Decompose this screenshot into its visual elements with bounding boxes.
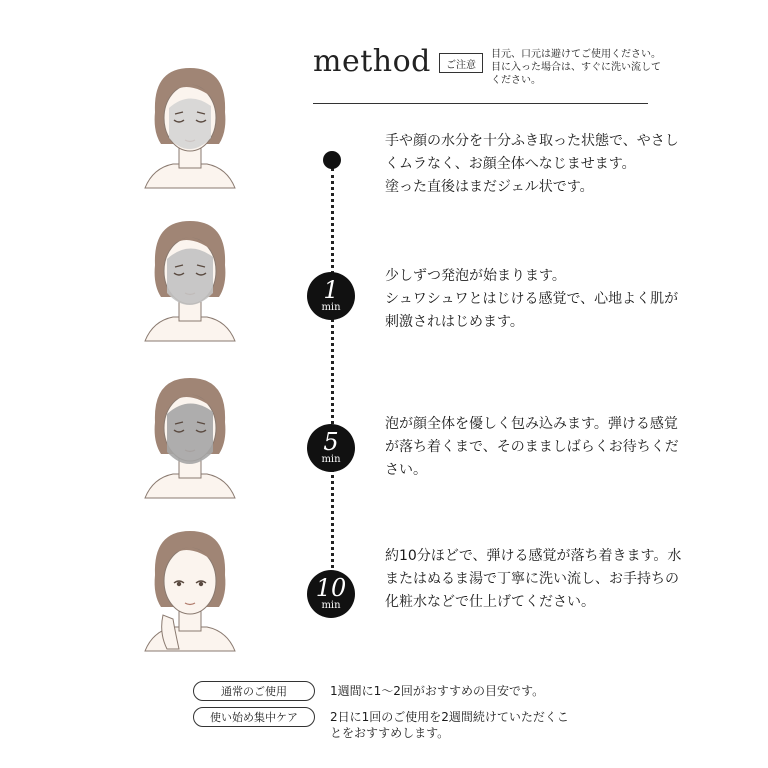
timeline-start-dot bbox=[323, 151, 341, 169]
caution-label: ご注意 bbox=[439, 53, 483, 73]
usage-intensive-text: 2日に1回のご使用を2週間続けていただくことをおすすめします。 bbox=[330, 710, 569, 740]
badge-10-min bbox=[307, 570, 355, 618]
step-3-text: 約10分ほどで、弾ける感覚が落ち着きます。水またはぬるま湯で丁寧に洗い流し、お手持ちの化粧水などで仕上げてください。 bbox=[385, 548, 682, 610]
usage-intensive-label: 使い始め集中ケア bbox=[193, 707, 315, 727]
woman-face-mask-dark-icon bbox=[123, 370, 255, 500]
header-divider bbox=[313, 103, 648, 104]
woman-face-mask-medium-icon bbox=[123, 213, 255, 343]
step-0-text: 手や顔の水分を十分ふき取った状態で、やさしくムラなく、お顔全体へなじませます。 塗った直後はまだジェル状です。 bbox=[385, 133, 679, 195]
badge-unit: min bbox=[321, 453, 341, 465]
badge-5-min bbox=[307, 424, 355, 472]
badge-number: 5 bbox=[323, 427, 339, 456]
timeline-dotted-line bbox=[331, 168, 334, 598]
badge-1-min bbox=[307, 272, 355, 320]
badge-unit: min bbox=[321, 599, 341, 611]
method-title: method bbox=[313, 44, 431, 79]
woman-face-mask-light-icon bbox=[123, 60, 255, 190]
usage-normal-text: 1週間に1〜2回がおすすめの目安です。 bbox=[330, 684, 545, 698]
usage-normal-label: 通常のご使用 bbox=[193, 681, 315, 701]
woman-face-clean-icon bbox=[123, 523, 255, 653]
badge-number: 1 bbox=[323, 275, 339, 304]
badge-number: 10 bbox=[315, 573, 347, 602]
caution-text: 目元、口元は避けてご使用ください。目に入った場合は、すぐに洗い流してください。 bbox=[491, 49, 661, 86]
step-1-text: 少しずつ発泡が始まります。 シュワシュワとはじける感覚で、心地よく肌が刺激されはじめます。 bbox=[385, 268, 679, 330]
step-2-text: 泡が顔全体を優しく包み込みます。弾ける感覚が落ち着くまで、そのまましばらくお待ちください。 bbox=[385, 416, 679, 478]
badge-unit: min bbox=[321, 301, 341, 313]
